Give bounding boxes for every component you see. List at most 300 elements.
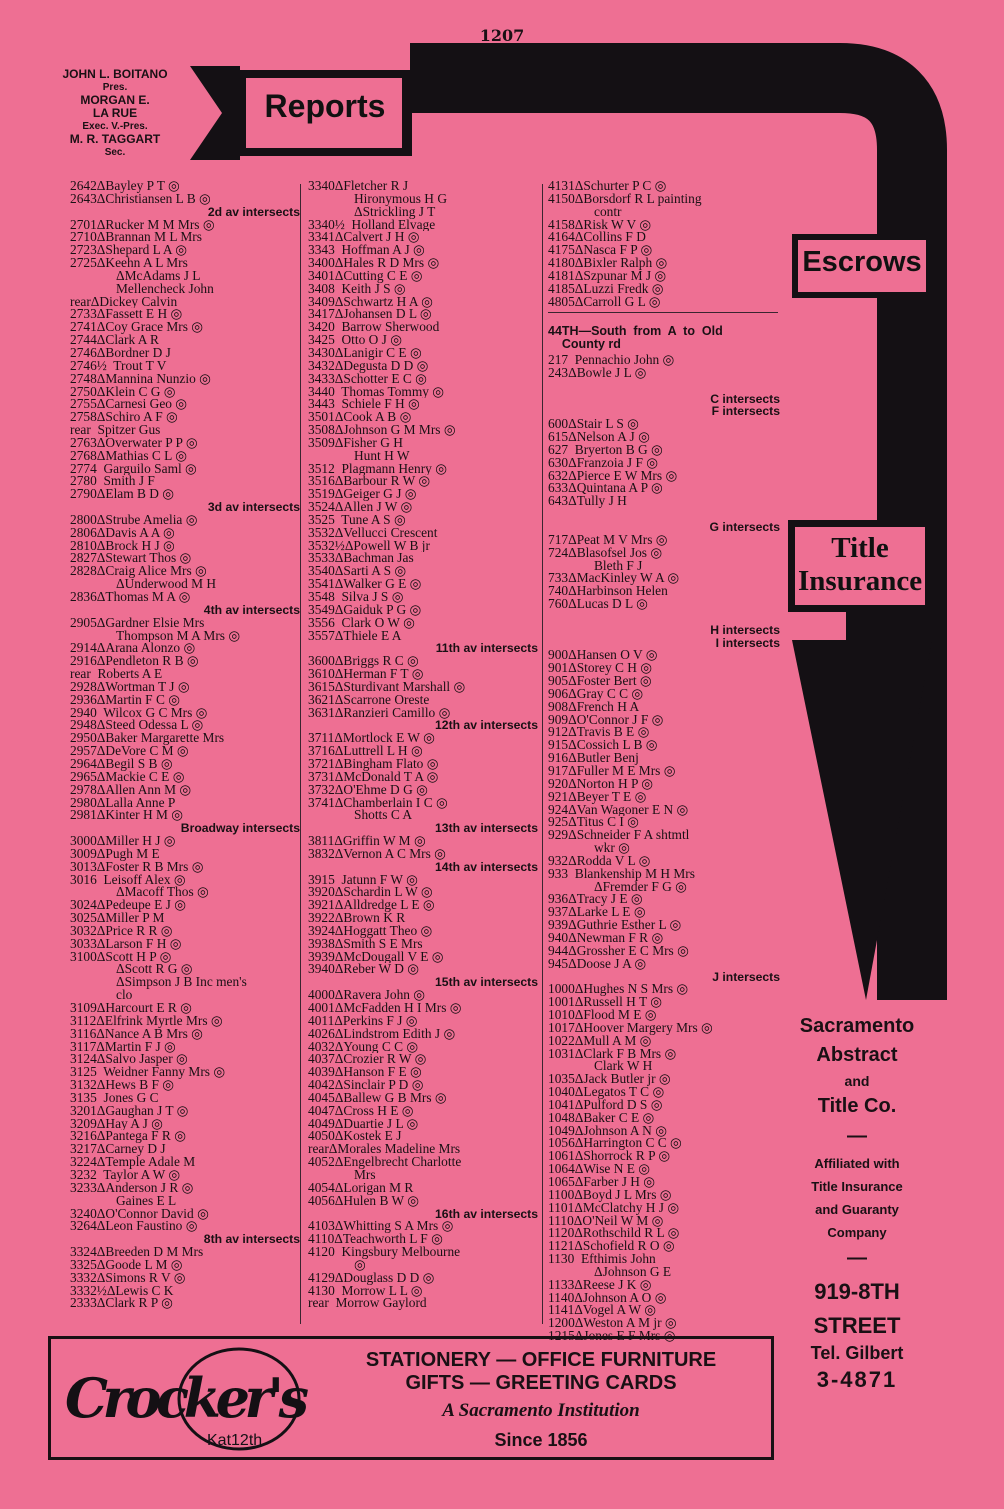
directory-entry: Clark W H (594, 1060, 653, 1074)
intersection-heading: 15th av intersects (435, 976, 538, 990)
directory-entry: ΔJohnson G E (594, 1265, 672, 1279)
directory-entry: 924ΔVan Wagoner E N ◎ (548, 803, 689, 817)
directory-entry: 600ΔStair L S ◎ (548, 418, 639, 432)
ad-line-4: Since 1856 (494, 1430, 588, 1450)
directory-entry: 3135 Jones G C (70, 1091, 159, 1105)
directory-entry: 615ΔNelson A J ◎ (548, 431, 650, 444)
directory-entry: 2828ΔCraig Alice Mrs ◎ (70, 565, 207, 579)
directory-entry: 1141ΔVogel A W ◎ (548, 1304, 656, 1318)
directory-entry: 4158ΔRisk W V ◎ (548, 218, 652, 232)
escrows-label: Escrows (802, 246, 922, 278)
directory-entry: Gaines E L (116, 1194, 177, 1208)
directory-entry: 908ΔFrench H A (548, 700, 640, 714)
company-name-line3: Title Co. (817, 1095, 897, 1117)
directory-entry: 2810ΔBrock H J ◎ (70, 539, 175, 553)
directory-entry: 3557ΔThiele E A (308, 629, 402, 643)
directory-entry: 3224ΔTemple Adale M (70, 1156, 196, 1169)
company-name-line1: Sacramento (799, 1015, 915, 1037)
directory-entry: Hunt H W (354, 449, 410, 463)
directory-entry: 3516ΔBarbour R W ◎ (308, 475, 431, 489)
directory-entry: 4000ΔRavera John ◎ (308, 989, 425, 1002)
directory-entry: 1064ΔWise N E ◎ (548, 1163, 650, 1176)
directory-entry: 633ΔQuintana A P ◎ (548, 482, 663, 496)
directory-entry: 1000ΔHughes N S Mrs ◎ (548, 983, 689, 997)
directory-entry: ΔFremder F G ◎ (594, 880, 687, 894)
directory-entry: 3509ΔFisher G H (308, 436, 403, 450)
directory-entry: Thompson M A Mrs ◎ (116, 629, 241, 643)
directory-entry: ΔMcAdams J L (116, 269, 201, 283)
directory-entry: rear Spitzer Gus (70, 424, 161, 437)
directory-entry: 3533ΔBachman Jas (308, 552, 414, 566)
directory-entry: 2768ΔMathias C L ◎ (70, 449, 187, 463)
directory-entry: 4110ΔTeachworth L F ◎ (308, 1233, 443, 1247)
directory-entry: 3922ΔBrown K R (308, 912, 406, 925)
directory-entry: 2744ΔClark A R (70, 334, 159, 347)
directory-entry: 2980ΔLalla Anne P (70, 796, 176, 810)
page-number: 1207 (479, 26, 525, 45)
company-name-and: and (844, 1073, 870, 1089)
intersection-heading: G intersects (709, 520, 780, 534)
directory-entry: 3025ΔMiller P M (70, 912, 165, 925)
intersection-heading: J intersects (712, 970, 780, 984)
directory-entry: 2827ΔStewart Thos ◎ (70, 552, 192, 566)
crockers-ad (48, 1336, 774, 1460)
affiliation-line2: Title Insurance (811, 1179, 903, 1194)
directory-entry: Mrs (354, 1168, 376, 1182)
officer-name: JOHN L. BOITANO (62, 67, 168, 81)
directory-entry: rear Morrow Gaylord (308, 1297, 427, 1311)
directory-entry: 945ΔDoose J A ◎ (548, 957, 647, 971)
directory-entry: 1100ΔBoyd J L Mrs ◎ (548, 1188, 672, 1202)
directory-entry: 4039ΔHanson F E ◎ (308, 1066, 422, 1080)
directory-entry: 2642ΔBayley P T ◎ (70, 180, 180, 193)
directory-entry: 929ΔSchneider F A shtmtl (548, 829, 690, 843)
directory-entry: 2948ΔSteed Odessa L ◎ (70, 719, 204, 733)
directory-entry: 4052ΔEngelbrecht Charlotte (308, 1156, 462, 1169)
directory-entry: 3721ΔBingham Flato ◎ (308, 757, 439, 771)
intersection-heading: 16th av intersects (435, 1207, 538, 1221)
directory-entry: 3400ΔHales R D Mrs ◎ (308, 257, 440, 270)
directory-entry: 3621ΔScarrone Oreste (308, 693, 430, 707)
directory-entry: 3541ΔWalker G E ◎ (308, 578, 422, 591)
officer-title: Exec. V.-Pres. (82, 121, 148, 132)
directory-entry: 3209ΔHay A J ◎ (70, 1117, 163, 1131)
directory-entry: 4037ΔCrozier R W ◎ (308, 1053, 427, 1067)
directory-entry: 2333ΔClark R P ◎ (70, 1297, 173, 1311)
directory-entry: 3501ΔCook A B ◎ (308, 411, 412, 425)
directory-entry: 733ΔMacKinley W A ◎ (548, 572, 680, 586)
directory-entry: 2965ΔMackie C E ◎ (70, 770, 185, 784)
directory-entry: 3013ΔFoster R B Mrs ◎ (70, 860, 204, 874)
directory-entry: 2758ΔSchiro A F ◎ (70, 411, 178, 425)
directory-entry: 2964ΔBegil S B ◎ (70, 757, 173, 771)
title-label-line1: Title (831, 532, 889, 564)
directory-entry: 3549ΔGaiduk P G ◎ (308, 603, 422, 617)
directory-entry: 3233ΔAnderson J R ◎ (70, 1181, 194, 1195)
directory-entry: 2701ΔRucker M M Mrs ◎ (70, 218, 215, 232)
officer-title: Sec. (104, 147, 126, 158)
directory-entry: 2746½ Trout T V (70, 359, 167, 373)
directory-entry: 3811ΔGriffin W M ◎ (308, 835, 426, 848)
directory-entry: ΔUnderwood M H (116, 578, 217, 591)
directory-entry: 3548 Silva J S ◎ (308, 591, 404, 604)
directory-entry: 933 Blankenship M H Mrs (548, 867, 695, 881)
directory-entry: 3443 Schiele F H ◎ (308, 398, 420, 412)
directory-entry: 243ΔBowle J L ◎ (548, 366, 647, 380)
directory-entry: 4011ΔPerkins F J ◎ (308, 1014, 418, 1028)
directory-entry: 760ΔLucas D L ◎ (548, 598, 648, 611)
directory-entry: ΔSimpson J B Inc men's (116, 976, 247, 990)
officer-name: LA RUE (92, 106, 138, 120)
directory-entry: wkr ◎ (594, 842, 630, 855)
directory-entry: 3915 Jatunn F W ◎ (308, 873, 418, 887)
street-heading: 44TH—South from A to Old County rd (548, 324, 723, 351)
directory-entry: rearΔDickey Calvin (70, 295, 178, 309)
directory-entry: ΔScott R G ◎ (116, 963, 193, 977)
directory-entry: 3532½ΔPowell W B jr (308, 539, 430, 553)
directory-entry: 2750ΔKlein C G ◎ (70, 385, 176, 399)
directory-entry: 940ΔNewman F R ◎ (548, 931, 664, 945)
directory-entry: 2950ΔBaker Margarette Mrs (70, 732, 225, 746)
directory-entry: 4047ΔCross H E ◎ (308, 1104, 414, 1118)
directory-entry: 2723ΔShepard L A ◎ (70, 244, 187, 258)
directory-entry: 1101ΔMcClatchy H J ◎ (548, 1201, 680, 1215)
directory-entry: 3525 Tune A S ◎ (308, 513, 406, 527)
directory-entry: 3924ΔHoggatt Theo ◎ (308, 924, 433, 938)
directory-entry: 1010ΔFlood M E ◎ (548, 1009, 657, 1022)
directory-entry: 2733ΔFassett E H ◎ (70, 308, 183, 322)
directory-entry: 3921ΔAlldredge L E ◎ (308, 899, 435, 913)
directory-entry: 3731ΔMcDonald T A ◎ (308, 770, 439, 784)
directory-entry: 3433ΔSchotter E C ◎ (308, 372, 427, 386)
directory-entry: 3512 Plagmann Henry ◎ (308, 462, 447, 476)
directory-entry: 3430ΔLanigir C E ◎ (308, 346, 422, 360)
directory-entry: 2940 Wilcox G C Mrs ◎ (70, 706, 208, 720)
directory-entry: 4175ΔNasca F P ◎ (548, 244, 653, 258)
directory-entry: 939ΔGuthrie Esther L ◎ (548, 919, 682, 932)
directory-entry: 1200ΔWeston A M jr ◎ (548, 1317, 677, 1331)
directory-entry: 1065ΔFarber J H ◎ (548, 1176, 655, 1189)
officer-name: M. R. TAGGART (69, 132, 161, 146)
officer-title: Pres. (102, 82, 128, 93)
directory-entry: 3124ΔSalvo Jasper ◎ (70, 1053, 188, 1067)
directory-entry: 3324ΔBreeden D M Mrs (70, 1246, 204, 1259)
divider-dash: — (847, 1125, 867, 1147)
directory-entry: 3519ΔGeiger G J ◎ (308, 488, 417, 502)
directory-entry: 3332ΔSimons R V ◎ (70, 1271, 186, 1285)
directory-entry: 1140ΔJohnson A O ◎ (548, 1291, 667, 1305)
directory-entry: 4054ΔLorigan M R (308, 1181, 414, 1195)
directory-entry: 1049ΔJohnson A N ◎ (548, 1124, 667, 1138)
directory-entry: 4056ΔHulen B W ◎ (308, 1194, 419, 1208)
directory-entry: 632ΔPierce E W Mrs ◎ (548, 469, 678, 483)
directory-entry: 901ΔStorey C H ◎ (548, 662, 652, 676)
intersection-heading: 11th av intersects (435, 642, 538, 656)
directory-entry: 4181ΔSzpunar M J ◎ (548, 269, 667, 283)
intersection-heading: 8th av intersects (203, 1233, 300, 1247)
directory-entry: 1048ΔBaker C E ◎ (548, 1111, 655, 1125)
directory-entry: 1040ΔLegatos T C ◎ (548, 1086, 665, 1099)
directory-entry: ◎ (354, 1258, 366, 1272)
directory-entry: ΔStrickling J T (354, 205, 436, 219)
directory-entry: 3532ΔVellucci Crescent (308, 526, 438, 540)
crockers-logo (57, 1347, 319, 1455)
directory-entry: 2928ΔWortman T J ◎ (70, 680, 190, 694)
directory-entry: 643ΔTully J H (548, 495, 627, 509)
directory-entry: 912ΔTravis B E ◎ (548, 726, 650, 740)
directory-entry: 4164ΔCollins F D (548, 231, 646, 245)
directory-entry: 905ΔFoster Bert ◎ (548, 675, 652, 688)
directory-entry: 4129ΔDouglass D D ◎ (308, 1271, 435, 1285)
directory-entry: 900ΔHansen O V ◎ (548, 649, 658, 663)
directory-entry: 3417ΔJohansen D L ◎ (308, 308, 432, 322)
directory-entry: 1035ΔJack Butler jr ◎ (548, 1073, 671, 1087)
intersection-heading: H intersects (710, 623, 780, 637)
directory-entry: 740ΔHarbinson Helen (548, 585, 668, 599)
directory-entry: 3117ΔMartin F J ◎ (70, 1040, 176, 1054)
intersection-heading: 14th av intersects (435, 860, 538, 874)
directory-entry: 2936ΔMartin F C ◎ (70, 693, 180, 707)
directory-entry: 4049ΔDuartie J L ◎ (308, 1117, 419, 1131)
directory-entry: 4032ΔYoung C C ◎ (308, 1040, 419, 1054)
directory-entry: 3940ΔReber W D ◎ (308, 963, 419, 977)
directory-entry: Bleth F J (594, 559, 643, 573)
directory-entry: 3240ΔO'Connor David ◎ (70, 1207, 209, 1221)
intersection-heading: C intersects (710, 392, 780, 406)
directory-entry: 3009ΔPugh M E (70, 847, 160, 861)
directory-entry: 627 Bryerton B G ◎ (548, 443, 663, 457)
directory-entry: 3343 Hoffman A J ◎ (308, 244, 425, 258)
affiliation-line4: Company (827, 1225, 887, 1240)
intersection-heading: 2d av intersects (207, 205, 300, 219)
directory-column-1 (70, 180, 304, 1310)
directory-entry: Mellencheck John (116, 282, 214, 296)
address-line1: 919-8TH (814, 1279, 900, 1304)
directory-entry: 1031ΔClark F B Mrs ◎ (548, 1047, 677, 1061)
sacramento-abstract-ad (780, 1012, 934, 1395)
directory-entry: 4050ΔKostek E J (308, 1130, 402, 1144)
directory-entry: 4045ΔBallew G B Mrs ◎ (308, 1091, 447, 1105)
directory-entry: 937ΔLarke L E ◎ (548, 906, 646, 920)
directory-entry: 3508ΔJohnson G M Mrs ◎ (308, 424, 456, 437)
intersection-heading: F intersects (711, 405, 780, 419)
directory-entry: 2806ΔDavis A A ◎ (70, 526, 175, 540)
directory-entry: 3408 Keith J S ◎ (308, 282, 406, 296)
directory-entry: 3000ΔMiller H J ◎ (70, 835, 176, 848)
directory-entry: 717ΔPeat M V Mrs ◎ (548, 533, 668, 547)
telephone-number: 3-4871 (816, 1367, 898, 1392)
directory-entry: 917ΔFuller M E Mrs ◎ (548, 765, 676, 778)
directory-column-3 (548, 354, 784, 1343)
directory-entry: 2741ΔCoy Grace Mrs ◎ (70, 321, 203, 335)
officer-name: MORGAN E. (80, 93, 150, 107)
directory-entry: 4131ΔSchurter P C ◎ (548, 180, 667, 193)
directory-entry: 4185ΔLuzzi Fredk ◎ (548, 282, 664, 296)
directory-entry: 3112ΔElfrink Myrtle Mrs ◎ (70, 1014, 223, 1028)
directory-entry: 1215ΔJones E F Mrs ◎ (548, 1330, 676, 1343)
street-divider (548, 312, 778, 313)
affiliation-line3: and Guaranty (815, 1202, 899, 1217)
directory-entry: 4150ΔBorsdorf R L painting (548, 192, 702, 206)
directory-entry: 3432ΔDegusta D D ◎ (308, 359, 429, 373)
directory-entry: 4120 Kingsbury Melbourne (308, 1246, 461, 1259)
divider-dash-2: — (847, 1247, 867, 1269)
directory-entry: 1061ΔShorrock R P ◎ (548, 1150, 671, 1164)
intersection-heading: I intersects (715, 636, 780, 650)
intersection-heading: 3d av intersects (207, 501, 300, 514)
directory-entry: 2643ΔChristiansen L B ◎ (70, 192, 211, 206)
directory-entry: 909ΔO'Connor J F ◎ (548, 713, 664, 727)
directory-entry: 2780 Smith J F (70, 475, 155, 489)
directory-entry: 3939ΔMcDougall V E ◎ (308, 950, 444, 964)
directory-entry: 217 Pennachio John ◎ (548, 354, 675, 367)
directory-entry: 3732ΔO'Ehme D G ◎ (308, 783, 428, 797)
logo-subtext: Kat12th (207, 1432, 263, 1449)
directory-entry: 2916ΔPendleton R B ◎ (70, 655, 199, 669)
directory-entry: 4103ΔWhitting S A Mrs ◎ (308, 1220, 454, 1234)
directory-entry: 1001ΔRussell H T ◎ (548, 996, 662, 1010)
directory-entry: 2746ΔBordner D J (70, 346, 171, 360)
directory-entry: contr (594, 205, 622, 219)
directory-entry (548, 508, 784, 521)
intersection-heading: 12th av intersects (435, 719, 538, 733)
directory-entry: 630ΔFranzoia J F ◎ (548, 456, 658, 470)
directory-entry: 2774 Garguilo Saml ◎ (70, 462, 197, 476)
directory-entry: 2748ΔMannina Nunzio ◎ (70, 372, 211, 386)
intersection-heading: 4th av intersects (203, 603, 300, 617)
directory-entry: 4130 Morrow L L ◎ (308, 1284, 423, 1298)
directory-entry: rearΔMorales Madeline Mrs (308, 1143, 461, 1157)
directory-entry: 3440 Thomas Tommy ◎ (308, 385, 444, 399)
directory-entry: 3116ΔNance A B Mrs ◎ (70, 1027, 203, 1041)
directory-entry: 4042ΔSinclair P D ◎ (308, 1079, 424, 1092)
directory-entry: 3325ΔGoode L M ◎ (70, 1258, 183, 1272)
directory-entry: 3401ΔCutting C E ◎ (308, 269, 423, 283)
directory-entry: 2710ΔBrannan M L Mrs (70, 231, 202, 245)
directory-entry: 1133ΔReese J K ◎ (548, 1278, 652, 1292)
directory-entry: 2978ΔAllen Ann M ◎ (70, 783, 192, 797)
column-rule-right (542, 184, 543, 1324)
logo-script-text: Crocker's (65, 1366, 309, 1430)
directory-entry: 3217ΔCarney D J (70, 1143, 166, 1157)
directory-entry: 3938ΔSmith S E Mrs (308, 937, 423, 951)
directory-entry: 921ΔBeyer T E ◎ (548, 790, 647, 804)
directory-entry: 3332½ΔLewis C K (70, 1284, 174, 1298)
directory-entry: 4805ΔCarroll G L ◎ (548, 295, 661, 309)
directory-entry: 916ΔButler Benj (548, 752, 639, 765)
ribbon-tail (190, 66, 240, 160)
directory-entry: 3125 Weidner Fanny Mrs ◎ (70, 1066, 226, 1080)
directory-entry: 3711ΔMortlock E W ◎ (308, 732, 435, 746)
directory-entry: 3631ΔRanzieri Camillo ◎ (308, 706, 451, 720)
ad-line-2: GIFTS — GREETING CARDS (405, 1372, 677, 1394)
directory-entry: Hironymous H G (354, 192, 447, 206)
directory-entry: 936ΔTracy J E ◎ (548, 893, 643, 907)
directory-entry: 1110ΔO'Neil W M ◎ (548, 1214, 664, 1228)
directory-entry: 3741ΔChamberlain I C ◎ (308, 796, 448, 810)
company-name-line2: Abstract (816, 1044, 898, 1066)
reports-label: Reports (264, 88, 386, 124)
directory-entry: 3024ΔPedeupe E J ◎ (70, 899, 186, 913)
directory-entry: 4180ΔBixler Ralph ◎ (548, 257, 668, 270)
directory-entry: 2905ΔGardner Elsie Mrs (70, 616, 205, 630)
directory-entry: 724ΔBlasofsel Jos ◎ (548, 546, 663, 560)
title-insurance-label (798, 532, 922, 598)
directory-entry: 2800ΔStrube Amelia ◎ (70, 513, 198, 527)
directory-entry: 3524ΔAllen J W ◎ (308, 501, 413, 514)
directory-entry: 3232 Taylor A W ◎ (70, 1168, 181, 1182)
directory-entry: 3615ΔSturdivant Marshall ◎ (308, 680, 466, 694)
directory-entry: 3600ΔBriggs R C ◎ (308, 655, 419, 669)
directory-entry: 3033ΔLarson F H ◎ (70, 937, 182, 951)
directory-entry: 3341ΔCalvert J H ◎ (308, 231, 420, 245)
directory-entry: 3716ΔLuttrell L H ◎ (308, 745, 423, 758)
directory-entry: 915ΔCossich L B ◎ (548, 739, 658, 753)
directory-entry: 2763ΔOverwater P P ◎ (70, 436, 198, 450)
directory-entry: 2755ΔCarnesi Geo ◎ (70, 398, 187, 412)
directory-entry: clo (116, 989, 133, 1002)
directory-entry: 1017ΔHoover Margery Mrs ◎ (548, 1021, 713, 1035)
telephone-exchange: Tel. Gilbert (810, 1343, 904, 1363)
directory-entry: 925ΔTitus C I ◎ (548, 816, 639, 830)
directory-entry: 1056ΔHarrington C C ◎ (548, 1137, 682, 1151)
directory-entry: 3409ΔSchwartz H A ◎ (308, 295, 433, 309)
directory-entry: 2914ΔArana Alonzo ◎ (70, 642, 196, 656)
directory-entry: 2790ΔElam B D ◎ (70, 488, 174, 502)
directory-entry: 920ΔNorton H P ◎ (548, 777, 653, 791)
directory-entry: 3920ΔSchardin L W ◎ (308, 886, 433, 900)
directory-entry: 4026ΔLindstrom Edith J ◎ (308, 1027, 456, 1041)
directory-entry: 2957ΔDeVore C M ◎ (70, 745, 189, 758)
directory-entry: rear Roberts A E (70, 668, 163, 681)
intersection-heading: Broadway intersects (180, 822, 300, 836)
directory-entry: 3540ΔSarti A S ◎ (308, 565, 407, 579)
directory-entry: 3264ΔLeon Faustino ◎ (70, 1220, 198, 1234)
directory-entry (548, 380, 784, 393)
ad-line-3: A Sacramento Institution (442, 1400, 640, 1421)
affiliation-line1: Affiliated with (814, 1156, 900, 1171)
directory-entry: 1022ΔMull A M ◎ (548, 1034, 652, 1048)
directory-entry: 3132ΔHews B F ◎ (70, 1079, 174, 1092)
directory-entry: 944ΔGrossher E C Mrs ◎ (548, 944, 689, 958)
directory-entry: 1120ΔRothschild R L ◎ (548, 1227, 680, 1241)
title-label-line2: Insurance (798, 565, 923, 597)
directory-entry: 932ΔRodda V L ◎ (548, 854, 651, 868)
directory-entry: 3420 Barrow Sherwood (308, 321, 440, 335)
directory-entry (548, 611, 784, 624)
directory-column-2 (308, 180, 542, 1310)
directory-entry: 3340ΔFletcher R J (308, 180, 409, 193)
directory-entry: 4001ΔMcFadden H I Mrs ◎ (308, 1002, 462, 1015)
directory-entry: 3340½ Holland Elvage (308, 218, 436, 232)
directory-entry: 3016 Leisoff Alex ◎ (70, 873, 186, 887)
directory-entry: 1121ΔSchofield R O ◎ (548, 1240, 675, 1254)
intersection-heading: 13th av intersects (435, 822, 538, 836)
directory-entry: 1041ΔPulford D S ◎ (548, 1098, 663, 1112)
directory-column-3-top (548, 180, 784, 308)
directory-entry: Shotts C A (354, 809, 413, 823)
directory-entry: 2725ΔKeehn A L Mrs (70, 257, 188, 270)
directory-entry: 3425 Otto O J ◎ (308, 334, 402, 347)
directory-entry: 3201ΔGaughan J T ◎ (70, 1104, 189, 1118)
directory-entry: 3032ΔPrice R R ◎ (70, 924, 173, 938)
directory-entry: 906ΔGray C C ◎ (548, 687, 644, 701)
directory-entry: 3216ΔPantega F R ◎ (70, 1130, 186, 1144)
ad-line-1: STATIONERY — OFFICE FURNITURE (365, 1349, 717, 1371)
directory-entry: 1130 Efthimis John (548, 1253, 656, 1266)
directory-entry: 3109ΔHarcourt E R ◎ (70, 1002, 192, 1015)
directory-entry: ΔMacoff Thos ◎ (116, 886, 209, 900)
